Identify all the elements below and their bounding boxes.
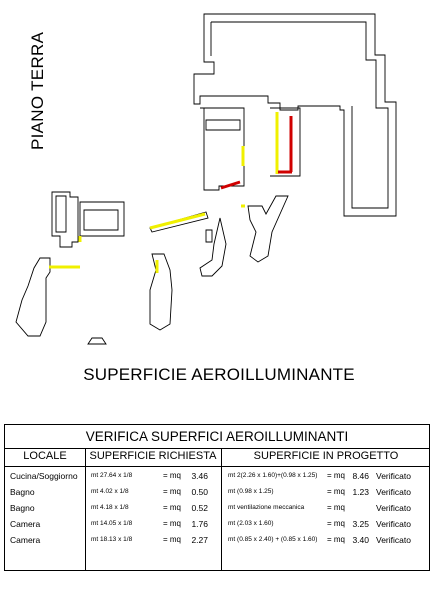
row-req-formula: mt 14.05 x 1/8 xyxy=(91,520,133,527)
row-name: Bagno xyxy=(10,487,35,497)
row-proj-eq: = mq xyxy=(327,503,346,512)
row-req-value: 2.27 xyxy=(191,535,208,545)
header-local: LOCALE xyxy=(23,450,67,462)
wall-lower-left-room xyxy=(16,258,50,336)
row-name: Bagno xyxy=(10,503,35,513)
wall-central-angled-b xyxy=(200,218,226,276)
row-proj-formula: mt 2(2.26 x 1.60)+(0.98 x 1.25) xyxy=(228,472,318,479)
floor-label-text: PIANO TERRA xyxy=(28,31,47,150)
row-req-formula: mt 27.64 x 1/8 xyxy=(91,472,133,479)
wall-right-lower xyxy=(248,196,288,262)
wall-right-room xyxy=(270,108,300,176)
row-req-eq: = mq xyxy=(163,487,182,496)
verification-table xyxy=(4,424,430,571)
row-proj-value: 3.25 xyxy=(352,519,369,529)
row-proj-value: 1.23 xyxy=(352,487,369,497)
row-proj-eq: = mq xyxy=(327,471,346,480)
row-req-value: 0.52 xyxy=(191,503,208,513)
row-req-value: 3.46 xyxy=(191,471,208,481)
row-req-eq: = mq xyxy=(163,503,182,512)
row-status: Verificato xyxy=(376,471,411,481)
row-status: Verificato xyxy=(376,487,411,497)
row-req-eq: = mq xyxy=(163,519,182,528)
row-proj-formula: mt (0.85 x 2.40) + (0.85 x 1.60) xyxy=(228,536,318,543)
wall-lower-middle xyxy=(150,254,172,330)
table-row xyxy=(5,533,429,549)
row-req-value: 1.76 xyxy=(191,519,208,529)
header-project: SUPERFICIE IN PROGETTO xyxy=(253,450,399,462)
wall-small-stub xyxy=(88,338,106,344)
window-red-3 xyxy=(221,182,240,188)
row-proj-formula: mt ventilazione meccanica xyxy=(228,504,305,511)
table-row xyxy=(5,501,429,517)
plan-title: SUPERFICIE AEROILLUMINANTE xyxy=(83,365,355,384)
table-row xyxy=(5,469,429,485)
table-row xyxy=(5,517,429,533)
row-name: Cucina/Soggiorno xyxy=(10,471,78,481)
row-proj-value: 3.40 xyxy=(352,535,369,545)
wall-left-bath xyxy=(80,202,124,236)
row-proj-value: 8.46 xyxy=(352,471,369,481)
row-proj-formula: mt (2.03 x 1.60) xyxy=(228,520,274,527)
wall-left-bath-inner xyxy=(84,210,118,230)
row-req-eq: = mq xyxy=(163,535,182,544)
table-title: VERIFICA SUPERFICI AEROILLUMINANTI xyxy=(85,429,349,444)
row-proj-eq: = mq xyxy=(327,487,346,496)
table-divider-top xyxy=(5,448,429,449)
row-req-formula: mt 4.02 x 1/8 xyxy=(91,488,129,495)
wall-upper-inner xyxy=(211,22,388,208)
row-status: Verificato xyxy=(376,503,411,513)
wall-central-inner xyxy=(206,120,240,130)
row-req-eq: = mq xyxy=(163,471,182,480)
wall-left-wing-inner xyxy=(56,196,66,232)
row-req-formula: mt 18.13 x 1/8 xyxy=(91,536,133,543)
header-required: SUPERFICIE RICHIESTA xyxy=(89,450,217,462)
row-req-value: 0.50 xyxy=(191,487,208,497)
row-name: Camera xyxy=(10,519,41,529)
row-status: Verificato xyxy=(376,535,411,545)
table-divider-header xyxy=(5,466,429,467)
table-row xyxy=(5,485,429,501)
row-proj-eq: = mq xyxy=(327,519,346,528)
row-proj-eq: = mq xyxy=(327,535,346,544)
wall-center-small xyxy=(206,230,212,242)
row-name: Camera xyxy=(10,535,41,545)
row-status: Verificato xyxy=(376,519,411,529)
row-proj-formula: mt (0.98 x 1.25) xyxy=(228,488,274,495)
row-req-formula: mt 4.18 x 1/8 xyxy=(91,504,129,511)
